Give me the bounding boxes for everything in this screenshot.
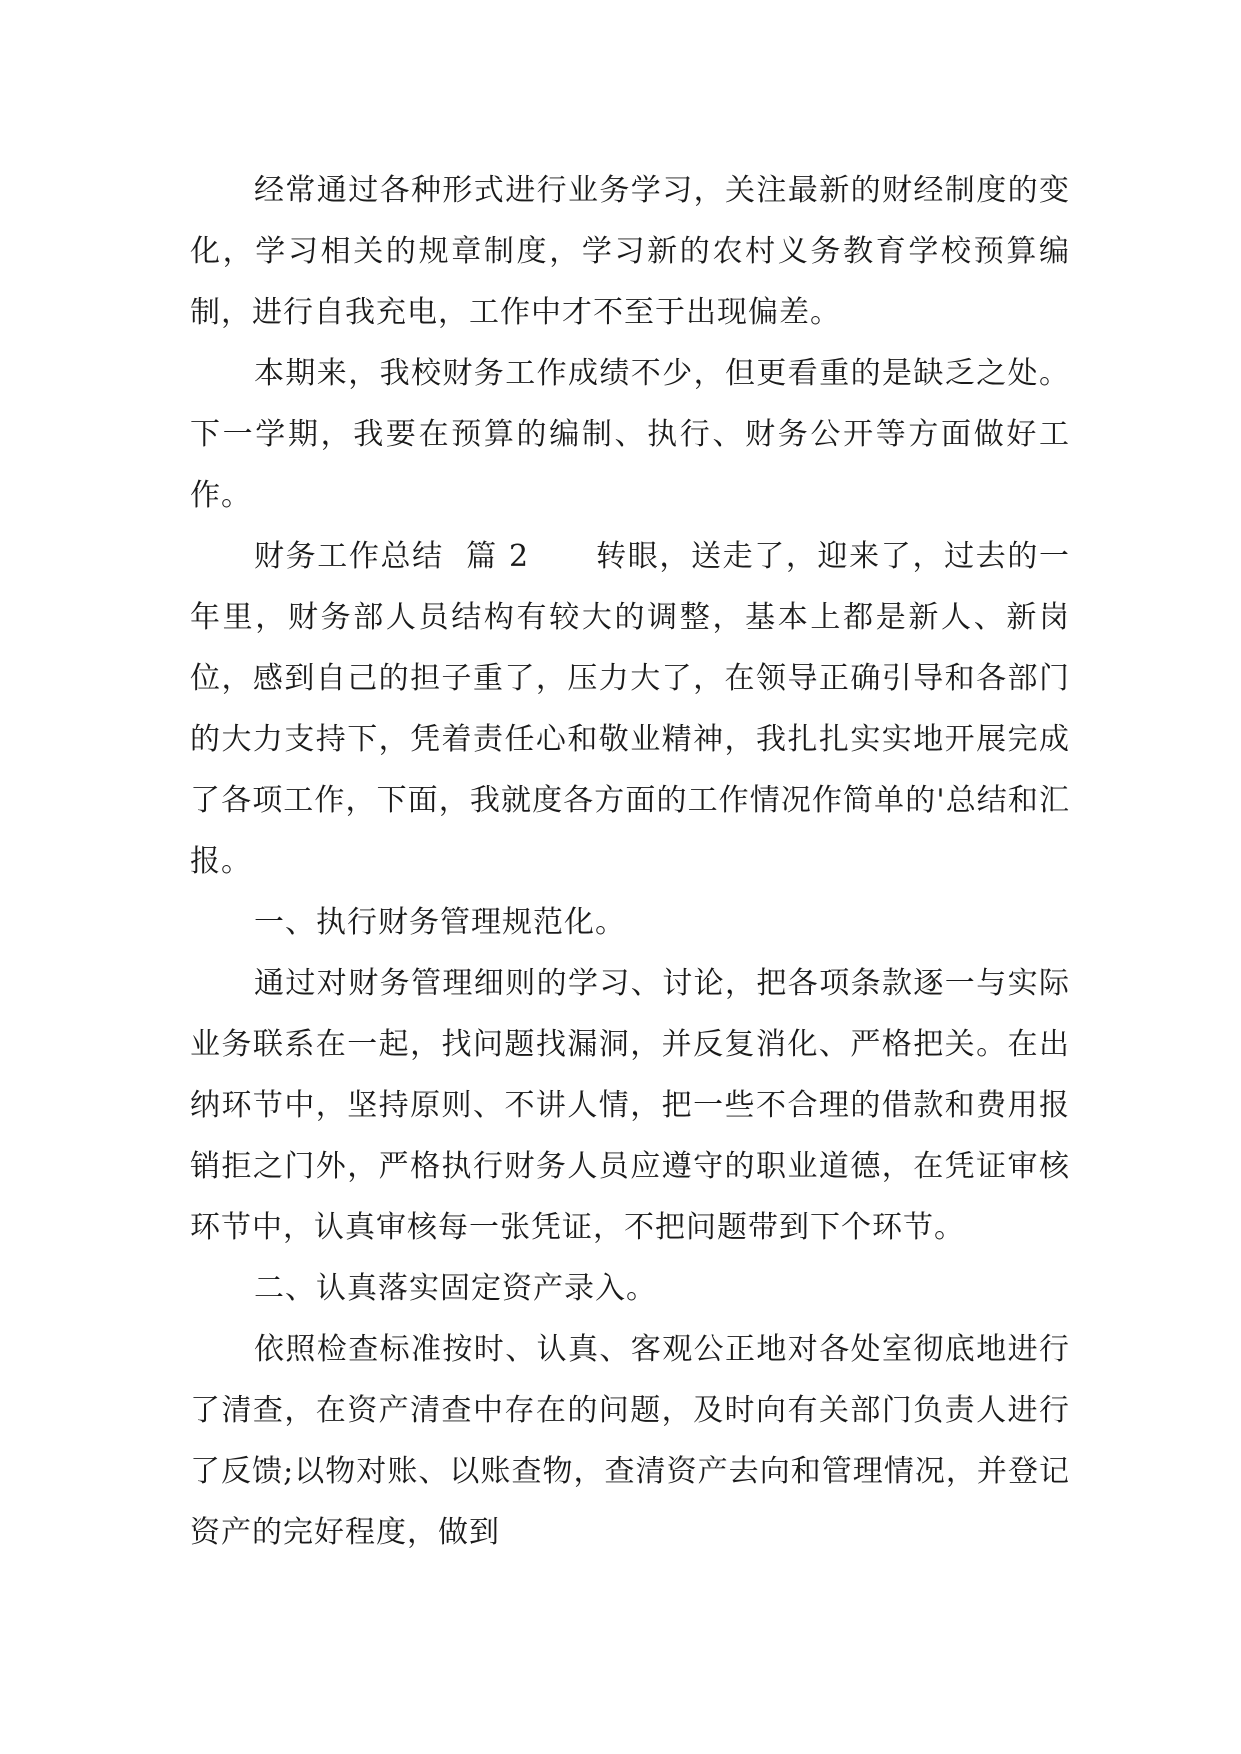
section-heading-1: 一、执行财务管理规范化。 [254,905,626,940]
section-heading-2: 二、认真落实固定资产录入。 [254,1271,657,1306]
document-body [190,160,1070,1563]
paragraph-management: 通过对财务管理细则的学习、讨论，把各项条款逐一与实际业务联系在一起，找问题找漏洞，并反复消化、严格把关。在出纳环节中，坚持原则、不讲人情，把一些不合理的借款和费用报销拒之门外，严格执行财务人员应遵守的职业道德，在凭证审核环节中，认真审核每一张凭证，不把问题带到下个环节。 [190,966,1070,1245]
paragraph-semester-review: 本期来，我校财务工作成绩不少，但更看重的是缺乏之处。下一学期，我要在预算的编制、执行、财务公开等方面做好工作。 [190,356,1070,513]
paragraph-study: 经常通过各种形式进行业务学习，关注最新的财经制度的变化，学习相关的规章制度，学习新的农村义务教育学校预算编制，进行自我充电，工作中才不至于出现偏差。 [190,173,1070,330]
paragraph-summary-part-2: 财务工作总结 篇 2 转眼，送走了，迎来了，过去的一年里，财务部人员结构有较大的调整，基本上都是新人、新岗位，感到自己的担子重了，压力大了，在领导正确引导和各部门的大力支持下，凭着责任心和敬业精神，我扎扎实实地开展完成了各项工作，下面，我就度各方面的工作情况作简单的'总结和汇报。 [190,539,1070,879]
paragraph-asset-check: 依照检查标准按时、认真、客观公正地对各处室彻底地进行了清查，在资产清查中存在的问题，及时向有关部门负责人进行了反馈;以物对账、以账查物，查清资产去向和管理情况，并登记资产的完好程度，做到 [190,1332,1070,1550]
